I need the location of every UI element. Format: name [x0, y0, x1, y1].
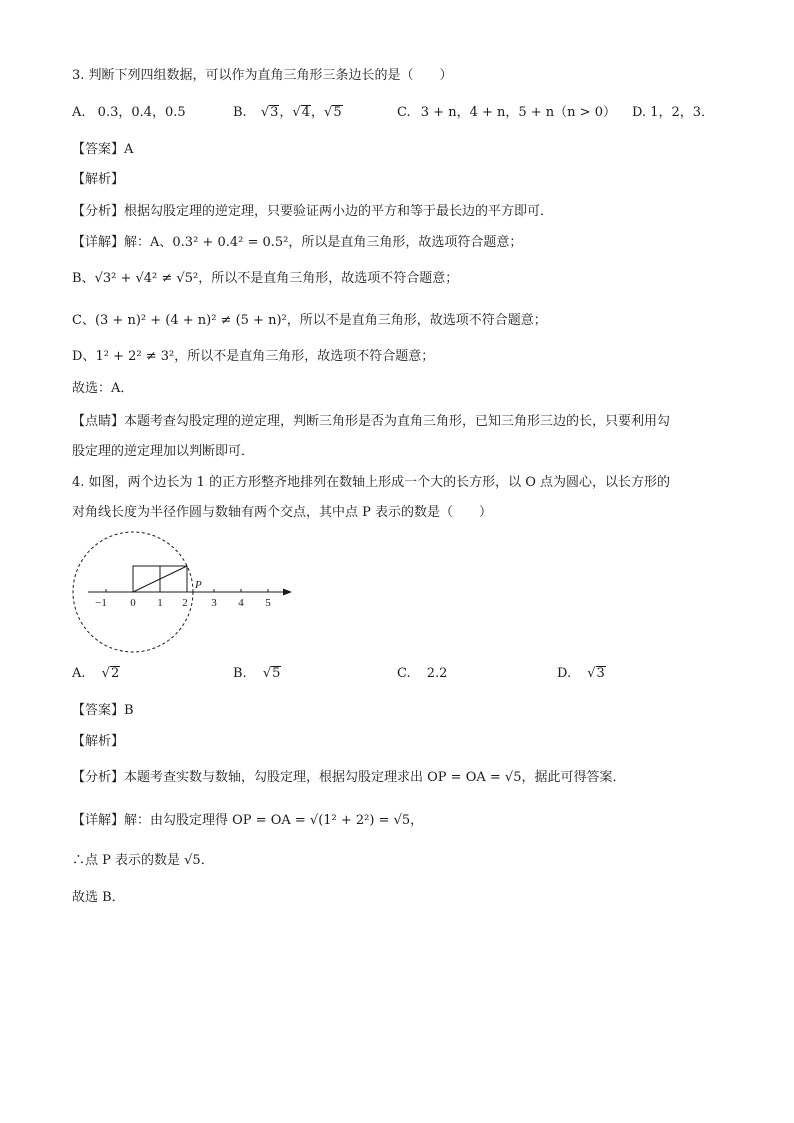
q4-point-p-label: P — [195, 579, 202, 591]
q4-option-b-root: √5 — [262, 666, 281, 681]
q4-xiangjie — [72, 812, 423, 830]
q3-option-c — [397, 103, 616, 123]
q3-line-b-math: √3² + √4² ≠ √5² — [94, 271, 199, 286]
q3-answer-value: A — [124, 142, 134, 157]
q3-option-b-root-2: √4 — [292, 105, 310, 120]
q4-option-a-letter: A. — [72, 666, 86, 681]
q4-xiangjie-tag: 【详解】 — [72, 813, 125, 828]
q3-option-d-letter: D. — [632, 105, 647, 120]
q3-dianjing-2: 股定理的逆定理加以判断即可． — [72, 444, 255, 459]
q3-line-b: B、√3² + √4² ≠ √5²，所以不是直角三角形，故选项不符合题意； — [72, 271, 459, 286]
q3-option-d — [632, 103, 714, 123]
q4-tick-label: 0 — [130, 597, 136, 609]
q3-option-a-text: 0.3，0.4，0.5 — [97, 105, 186, 120]
q3-option-b-letter: B. — [233, 105, 247, 120]
q3-xiangjie-tag: 【详解】 — [72, 235, 125, 250]
q3-option-a-letter: A. — [72, 105, 86, 120]
q3-line-c-math: (3 + n)² + (4 + n)² ≠ (5 + n)² — [94, 313, 287, 328]
q3-dianjing-1: 【点睛】本题考查勾股定理的逆定理，判断三角形是否为直角三角形，已知三角形三边的长，只要利用勾 — [72, 414, 671, 429]
q4-option-d — [557, 664, 606, 684]
q3-stem: 3. 判断下列四组数据，可以作为直角三角形三条边长的是（ ） — [72, 68, 453, 83]
q4-option-d-root: √3 — [587, 666, 605, 681]
q3-option-a — [72, 103, 186, 123]
q4-fenxi-tag: 【分析】 — [72, 770, 125, 785]
q3-fenxi-tag: 【分析】 — [72, 204, 125, 219]
q4-axis-arrow — [283, 589, 292, 596]
q4-analysis-tag: 【解析】 — [72, 734, 125, 749]
q4-answer — [72, 702, 134, 720]
q4-therefore: ∴点 P 表示的数是 √5． — [72, 853, 214, 868]
q3-xiangjie-text: 解：A、0.3² + 0.4² = 0.5²，所以是直角三角形，故选项符合题意； — [124, 235, 523, 250]
q3-answer-tag: 【答案】 — [72, 142, 125, 157]
q4-stem-2: 对角线长度为半径作圆与数轴有两个交点，其中点 P 表示的数是（ ） — [72, 505, 493, 520]
q3-option-b-sep-2: ， — [311, 105, 325, 120]
q3-dianjing-tag: 【点睛】 — [72, 414, 125, 429]
q4-option-a-root: √2 — [101, 666, 120, 681]
q4-tick-label: 3 — [211, 597, 217, 609]
q3-option-b-root-1: √3 — [260, 105, 279, 120]
q4-option-d-letter: D. — [557, 666, 572, 681]
q3-choose: 故选：A． — [72, 381, 134, 396]
q4-option-c — [397, 664, 447, 684]
q3-fenxi-text: 根据勾股定理的逆定理，只要验证两小边的平方和等于最长边的平方即可． — [124, 204, 554, 219]
q3-analysis-tag: 【解析】 — [72, 172, 125, 187]
q3-xiangjie — [72, 234, 522, 252]
q3-line-d-math: 1² + 2² ≠ 3² — [95, 349, 175, 364]
q3-option-b-sep-1: ， — [279, 105, 293, 120]
q4-tick-label: 5 — [265, 597, 271, 609]
q4-tick-label: 2 — [182, 597, 188, 609]
q4-fenxi — [72, 769, 625, 787]
q3-option-c-text: 3 + n，4 + n，5 + n（n > 0） — [420, 105, 616, 120]
q3-answer — [72, 141, 133, 159]
q4-answer-value: B — [124, 703, 134, 718]
q4-answer-tag: 【答案】 — [72, 703, 125, 718]
q4-tick-label: 1 — [157, 597, 163, 609]
q4-tick-label: 4 — [238, 597, 244, 609]
q4-option-c-letter: C. — [397, 666, 411, 681]
q4-xiangjie-text: 解：由勾股定理得 OP = OA = √(1² + 2²) = √5， — [124, 813, 424, 828]
q4-choose: 故选 B． — [72, 890, 125, 905]
q4-square-right — [160, 566, 187, 592]
q3-option-d-text: 1，2，3． — [650, 105, 715, 120]
q4-fenxi-text: 本题考查实数与数轴，勾股定理，根据勾股定理求出 OP = OA = √5，据此可得答案． — [124, 770, 626, 785]
q4-option-b-letter: B. — [233, 666, 247, 681]
q3-fenxi — [72, 203, 553, 221]
q4-option-a — [72, 664, 120, 684]
q4-square-left — [133, 566, 160, 592]
q4-stem-1: 4. 如图，两个边长为 1 的正方形整齐地排列在数轴上形成一个大的长方形，以 O 点为圆心，以长方形的 — [72, 475, 670, 490]
q3-option-b — [233, 103, 343, 123]
q4-number-line-figure — [68, 530, 298, 656]
q3-line-c: C、(3 + n)² + (4 + n)² ≠ (5 + n)²，所以不是直角三角形，故选项不符合题意； — [72, 313, 547, 328]
q3-option-c-letter: C. — [397, 105, 411, 120]
q3-line-d: D、1² + 2² ≠ 3²，所以不是直角三角形，故选项不符合题意； — [72, 349, 435, 364]
q4-tick-label: −1 — [95, 597, 107, 609]
q4-option-c-text: 2.2 — [426, 666, 448, 681]
q4-option-b — [233, 664, 281, 684]
q3-option-b-root-3: √5 — [324, 105, 342, 120]
